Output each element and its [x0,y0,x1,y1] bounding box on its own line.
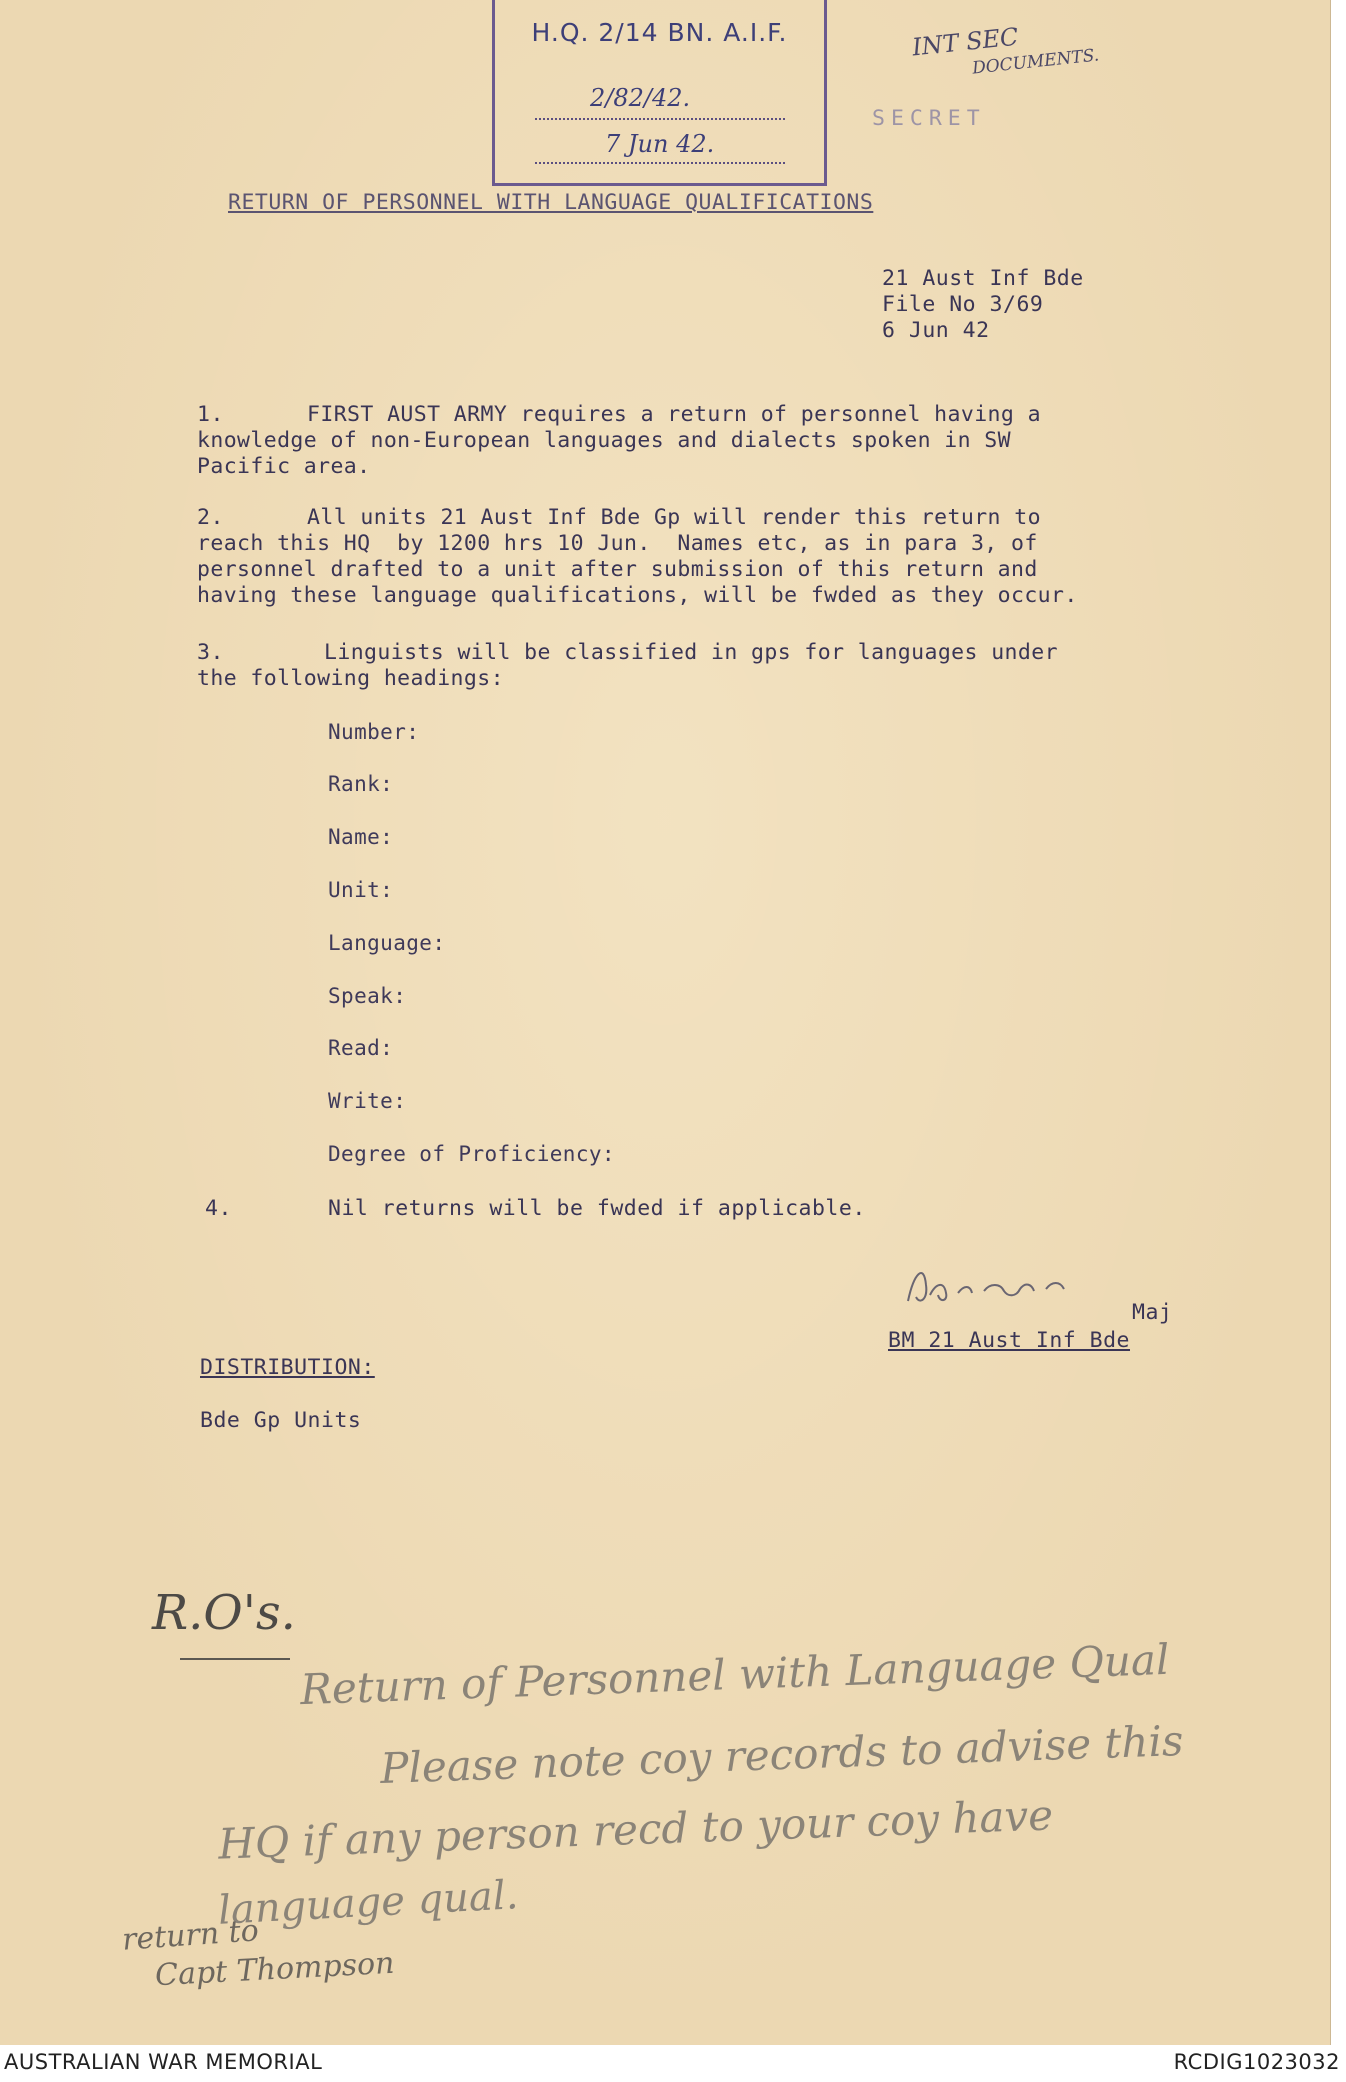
para-1-line-1: FIRST AUST ARMY requires a return of personnel having a [307,402,1041,427]
distribution-heading: DISTRIBUTION: [200,1355,375,1380]
ref-date: 6 Jun 42 [882,318,990,343]
stamp-date: 7 Jun 42. [605,130,715,158]
ref-file-no: File No 3/69 [882,292,1044,317]
field-number: Number: [328,720,420,744]
para-1-line-3: Pacific area. [197,454,371,479]
signature-rank: Maj [1132,1300,1173,1325]
para-1-line-2: knowledge of non-European languages and dialects spoken in SW [197,428,1011,453]
para-4-number: 4. [205,1196,232,1221]
field-name: Name: [328,825,394,849]
handwritten-line-3: HQ if any person recd to your coy have [217,1790,1054,1869]
document-heading: RETURN OF PERSONNEL WITH LANGUAGE QUALIFICATIONS [228,190,874,215]
handwritten-line-2: Please note coy records to advise this [379,1715,1185,1794]
stamp-line [535,118,785,120]
para-2-number: 2. [197,505,224,530]
stamp-line [535,162,785,164]
stamp-title: H.Q. 2/14 BN. A.I.F. [531,18,788,47]
field-read: Read: [328,1036,394,1060]
handwritten-capt-thompson: Capt Thompson [154,1945,396,1994]
handwritten-line-1: Return of Personnel with Language Qual [299,1634,1171,1715]
para-3-line-2: the following headings: [197,666,504,691]
para-2-line-2: reach this HQ by 1200 hrs 10 Jun. Names etc, as in para 3, of [197,531,1038,556]
para-2-line-3: personnel drafted to a unit after submission of this return and [197,557,1038,582]
handwritten-ros: R.O's. [152,1585,296,1641]
field-language: Language: [328,931,446,955]
para-4-text: Nil returns will be fwded if applicable. [328,1196,866,1221]
para-3-number: 3. [197,640,224,665]
ref-formation: 21 Aust Inf Bde [882,266,1084,291]
para-2-line-1: All units 21 Aust Inf Bde Gp will render this return to [307,505,1041,530]
para-2-line-4: having these language qualifications, will be fwded as they occur. [197,583,1078,608]
field-unit: Unit: [328,878,394,902]
distribution-text: Bde Gp Units [200,1408,362,1433]
stamp-ref: 2/82/42. [590,84,691,112]
annotation-int-sec: INT SEC [910,22,1020,62]
annotation-documents: DOCUMENTS. [971,45,1101,79]
handwritten-line-4: language qual. [217,1872,520,1934]
footer-institution: AUSTRALIAN WAR MEMORIAL [4,2050,323,2074]
signature-title: BM 21 Aust Inf Bde [888,1328,1130,1353]
handwritten-return-to: return to [120,1913,260,1958]
para-3-line-1: Linguists will be classified in gps for languages under [324,640,1058,665]
classification-label: SECRET [872,106,986,131]
signature-scrawl [900,1255,1135,1315]
field-rank: Rank: [328,772,394,796]
footer-catalog-id: RCDIG1023032 [1173,2050,1340,2074]
field-write: Write: [328,1089,407,1113]
field-speak: Speak: [328,984,407,1008]
hq-stamp [492,0,827,186]
field-degree-of-proficiency: Degree of Proficiency: [328,1142,615,1166]
para-1-number: 1. [197,402,224,427]
handwritten-underline [180,1658,290,1660]
